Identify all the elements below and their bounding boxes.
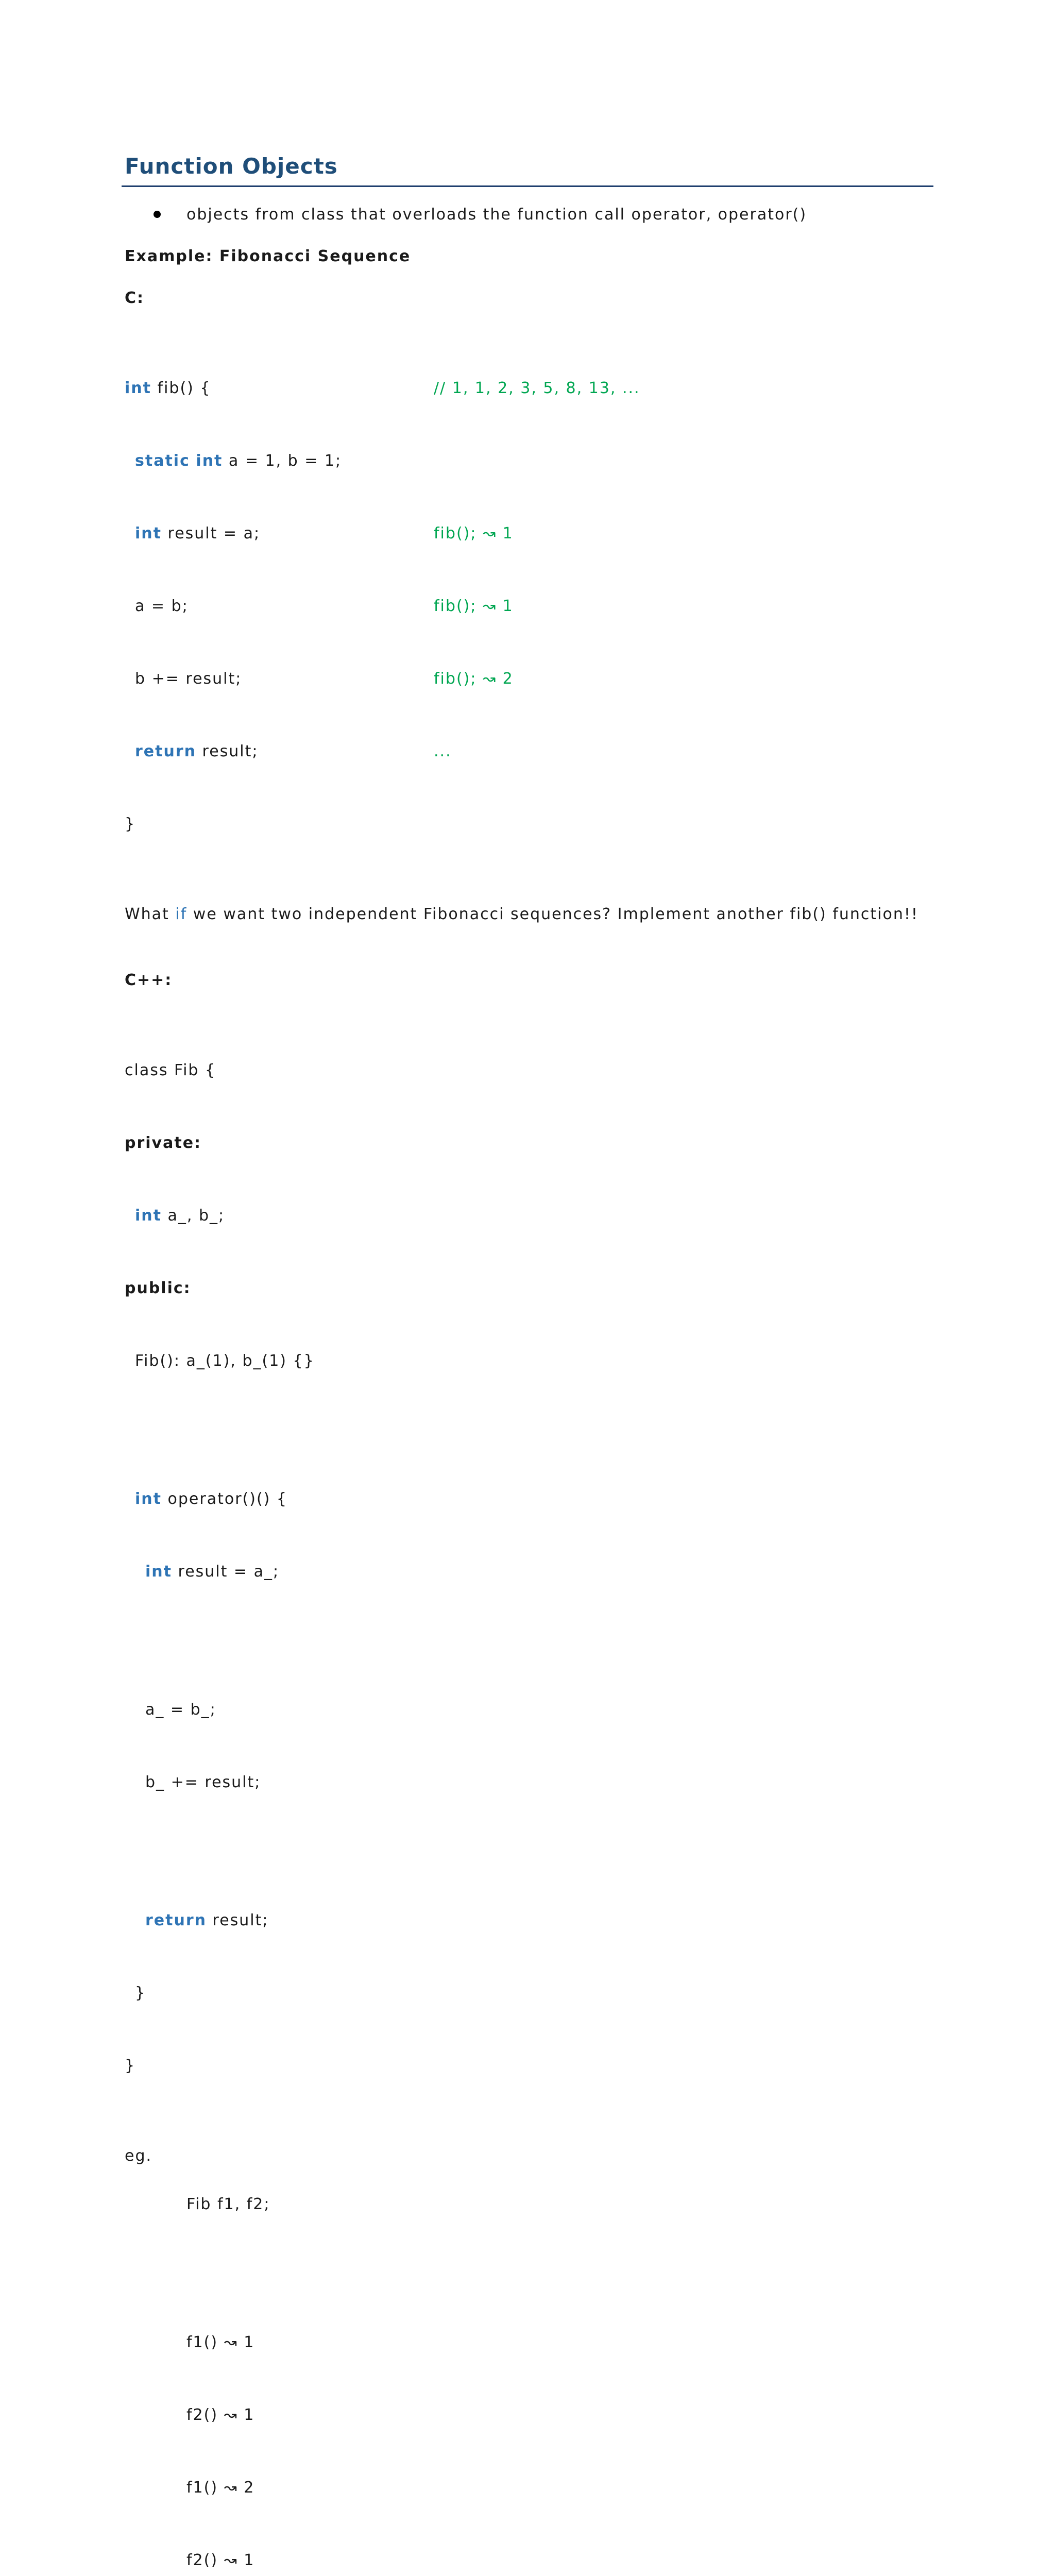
- code-line: int a_, b_;: [135, 1207, 225, 1225]
- c-comments: [434, 328, 933, 885]
- example-heading: Example: Fibonacci Sequence: [125, 247, 411, 266]
- code-line: int result = a_;: [145, 1563, 280, 1581]
- code-line: int fib() {: [125, 379, 211, 398]
- code-line: class Fib {: [125, 1061, 216, 1080]
- cpp-heading: C++:: [125, 971, 173, 990]
- code-line: int result = a;: [135, 524, 261, 543]
- code-line: f2() ↝ 1: [186, 2551, 255, 2570]
- code-line: b += result;: [135, 670, 242, 688]
- cpp-code: [125, 1010, 933, 2126]
- comment-line: fib(); ↝ 2: [434, 670, 514, 688]
- comment-line: // 1, 1, 2, 3, 5, 8, 13, ...: [434, 379, 640, 398]
- code-line: f1() ↝ 2: [186, 2479, 255, 2497]
- code-line: Fib(): a_(1), b_(1) {}: [135, 1352, 315, 1370]
- c-heading: C:: [125, 289, 145, 308]
- code-line: private:: [125, 1134, 202, 1153]
- bullet-icon: [125, 202, 186, 227]
- code-line: a = b;: [135, 597, 189, 616]
- eg-label: eg.: [125, 2147, 152, 2165]
- code-line: }: [125, 815, 136, 834]
- page-title: Function Objects: [125, 154, 338, 179]
- code-line: }: [135, 1984, 146, 2003]
- comment-line: fib(); ↝ 1: [434, 597, 514, 616]
- question-text: What if we want two independent Fibonacci sequences? Implement another fib() function!!: [125, 905, 918, 924]
- code-line: static int a = 1, b = 1;: [135, 452, 342, 470]
- code-line: f2() ↝ 1: [186, 2406, 255, 2425]
- code-line: return result;: [135, 742, 259, 761]
- code-line: public:: [125, 1279, 191, 1298]
- code-line: b_ += result;: [145, 1773, 261, 1792]
- example-usage: [125, 2144, 933, 2576]
- code-line: return result;: [145, 1911, 269, 1930]
- code-line: f1() ↝ 1: [186, 2333, 255, 2352]
- code-line: }: [125, 2057, 136, 2075]
- c-code: [125, 328, 434, 885]
- title-underline: [122, 185, 933, 187]
- bullet-text: objects from class that overloads the function call operator, operator(): [186, 206, 807, 224]
- c-code-block: [125, 328, 933, 885]
- bullet-item: [125, 202, 933, 227]
- comment-line: ...: [434, 742, 452, 761]
- code-line: Fib f1, f2;: [186, 2195, 270, 2214]
- code-line: a_ = b_;: [145, 1701, 216, 1719]
- comment-line: fib(); ↝ 1: [434, 524, 514, 543]
- code-line: int operator()() {: [135, 1490, 287, 1509]
- document-page: [125, 155, 933, 2576]
- eg-lines: [186, 2144, 270, 2576]
